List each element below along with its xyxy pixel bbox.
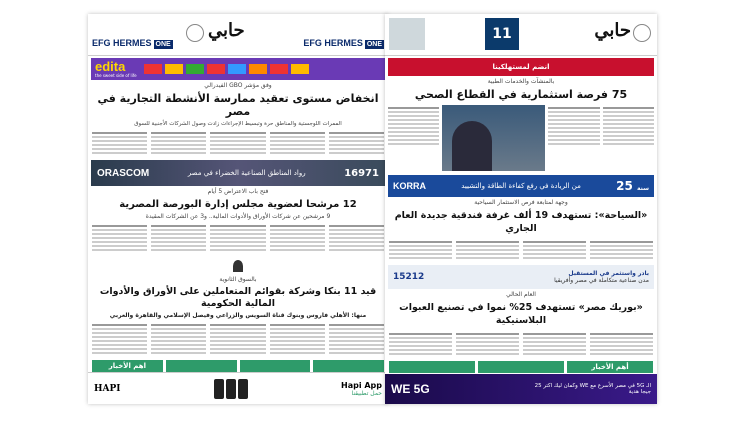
- story2-kicker: فتح باب الاعتراض 5 أيام: [207, 188, 269, 195]
- story3-kicker: العام الحالي: [506, 291, 536, 298]
- main-story-columns: [88, 128, 388, 158]
- news-link-button[interactable]: [478, 361, 564, 373]
- we-5g-ad[interactable]: WE 5G الـ 5G في مصر الأسرع مع WE وكمان ليك اكتر 25 جيجا هدية: [385, 374, 657, 404]
- industrial-cities-ad[interactable]: 15212 بادر واستثمر في المستقبل مدن صناعية متكاملة في مصر وأفريقيا: [388, 265, 654, 289]
- story3-headline[interactable]: «بوريك مصر» تستهدف 25% نموا في تصنيع العبوات البلاستيكية: [399, 302, 643, 326]
- hapi-app-label: Hapi App: [341, 380, 382, 390]
- efg-hermes-logo-right: EFG HERMES ONE: [303, 38, 382, 48]
- korra-ad-banner[interactable]: KORRA من الريادة في رفع كفاءة الطاقة والتشييد 25 سنة: [388, 175, 654, 197]
- story2-columns: [88, 221, 388, 255]
- main-story-kicker: وفق مؤشر GBO الفيدرالي: [204, 82, 272, 89]
- story3-columns: [88, 320, 388, 358]
- efg-hermes-logo-left: EFG HERMES ONE: [92, 38, 171, 48]
- main-story-kicker: بالمنشآت والخدمات الطبية: [487, 78, 555, 85]
- main-story-headline[interactable]: انخفاض مستوى تعقيد ممارسة الأنشطة التجارية في مصر: [97, 92, 379, 118]
- news-link-button[interactable]: أهم الأخبار: [567, 361, 653, 373]
- story2-subhead: 9 مرشحين عن شركات الأوراق والأدوات المالية.. و3 عن الشركات المقيدة: [145, 213, 331, 220]
- main-story-subhead: الممرات اللوجستية والمناطق حرة وتبسيط الإجراءات زادت وصول الشركات الأجنبية للسوق: [134, 121, 342, 127]
- newspaper-page-right: [385, 14, 657, 404]
- story3-kicker: بالسوق الثانوية: [219, 276, 257, 283]
- hapi-app-footer[interactable]: [88, 372, 388, 404]
- minister-photo: [442, 105, 545, 171]
- story2-headline[interactable]: 12 مرشحا لعضوية مجلس إدارة البورصة المصرية: [119, 199, 357, 210]
- phone-mockups: [214, 379, 248, 399]
- story3-columns: [385, 329, 657, 359]
- eagle-emblem: [633, 24, 651, 42]
- news-link-button[interactable]: اهم الأخبار: [92, 360, 163, 372]
- red-banner-ad[interactable]: انضم لمستهلكينا: [388, 58, 654, 76]
- section-emblem: [88, 257, 388, 276]
- edita-ad-banner[interactable]: edita the sweet side of life: [91, 58, 385, 80]
- orascom-ad-banner[interactable]: ORASCOM رواد المناطق الصناعية الخضراء في مصر 16971: [91, 160, 385, 186]
- hapi-logo: حابي: [594, 20, 631, 41]
- hapi-logo: حابي: [208, 20, 245, 41]
- news-link-button[interactable]: [389, 361, 475, 373]
- story3-headline[interactable]: قيد 11 بنكا وشركة بقوائم المتعاملين على الأوراق والأدوات المالية الحكومية: [99, 286, 377, 309]
- building-ad-thumb[interactable]: [389, 18, 425, 50]
- story2-columns: [385, 237, 657, 263]
- story3-subhead: منها: الأهلي فاروس وبنوك قناة السويس والزراعي وفيصل الإسلامي والقاهرة والعربي: [109, 312, 367, 319]
- story2-kicker: وجهة لمتابعة فرص الاستثمار السياحية: [474, 199, 568, 206]
- news-link-button[interactable]: [313, 360, 384, 372]
- page-header: [385, 14, 657, 56]
- news-link-button[interactable]: [166, 360, 237, 372]
- hapi-footer-logo: HAPI: [94, 383, 121, 394]
- big-number-badge: 11: [485, 18, 519, 50]
- eagle-emblem: [186, 24, 204, 42]
- story2-headline[interactable]: «السياحة»: تستهدف 19 ألف غرفة فندقية جديدة العام الجاري: [394, 210, 648, 234]
- hapi-app-sub: حمل تطبيقنا: [351, 389, 382, 397]
- green-link-row: [385, 359, 657, 375]
- edita-product-row: [141, 64, 385, 74]
- page-header: [88, 14, 388, 56]
- main-story-headline[interactable]: 75 فرصة استثمارية في القطاع الصحي: [414, 88, 628, 101]
- newspaper-page-left: [88, 14, 388, 404]
- news-link-button[interactable]: [240, 360, 311, 372]
- main-story-body: [385, 103, 657, 173]
